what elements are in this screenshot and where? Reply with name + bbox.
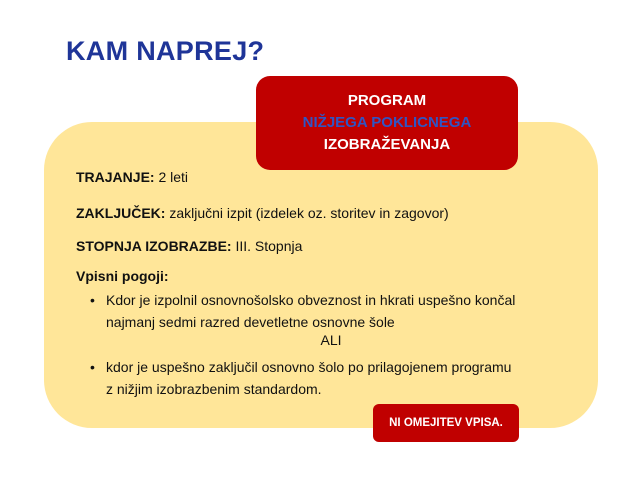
condition-2-line-1: kdor je uspešno zaključil osnovno šolo po prilagojenem programu <box>106 359 512 375</box>
condition-1-line-2: najmanj sedmi razred devetletne osnovne šole <box>106 314 395 330</box>
page-title: KAM NAPREJ? <box>66 36 265 66</box>
completion-row <box>76 204 449 222</box>
education-level-value: III. Stopnja <box>231 238 303 254</box>
duration-label: TRAJANJE: <box>76 169 155 185</box>
completion-label: ZAKLJUČEK: <box>76 205 166 221</box>
program-box <box>256 76 518 170</box>
condition-item <box>90 356 580 400</box>
program-line-2: NIŽJEGA POKLICNEGA <box>302 114 472 131</box>
education-level-label: STOPNJA IZOBRAZBE: <box>76 238 232 254</box>
condition-item <box>90 289 580 333</box>
condition-1-line-1: Kdor je izpolnil osnovnošolsko obveznost in hkrati uspešno končal <box>106 292 516 308</box>
no-enrollment-limit-badge: NI OMEJITEV VPISA. <box>373 404 519 442</box>
condition-separator: ALI <box>320 332 342 348</box>
enrollment-conditions-heading: Vpisni pogoji: <box>76 268 169 284</box>
bullet-icon: • <box>90 359 95 375</box>
completion-value: zaključni izpit (izdelek oz. storitev in zagovor) <box>165 205 449 221</box>
condition-2-line-2: z nižjim izobrazbenim standardom. <box>106 381 322 397</box>
program-line-3: IZOBRAŽEVANJA <box>323 136 451 153</box>
duration-value: 2 leti <box>154 169 189 185</box>
education-level-row <box>76 237 302 255</box>
program-line-1: PROGRAM <box>347 92 427 109</box>
duration-row <box>76 168 188 186</box>
bullet-icon: • <box>90 292 95 308</box>
